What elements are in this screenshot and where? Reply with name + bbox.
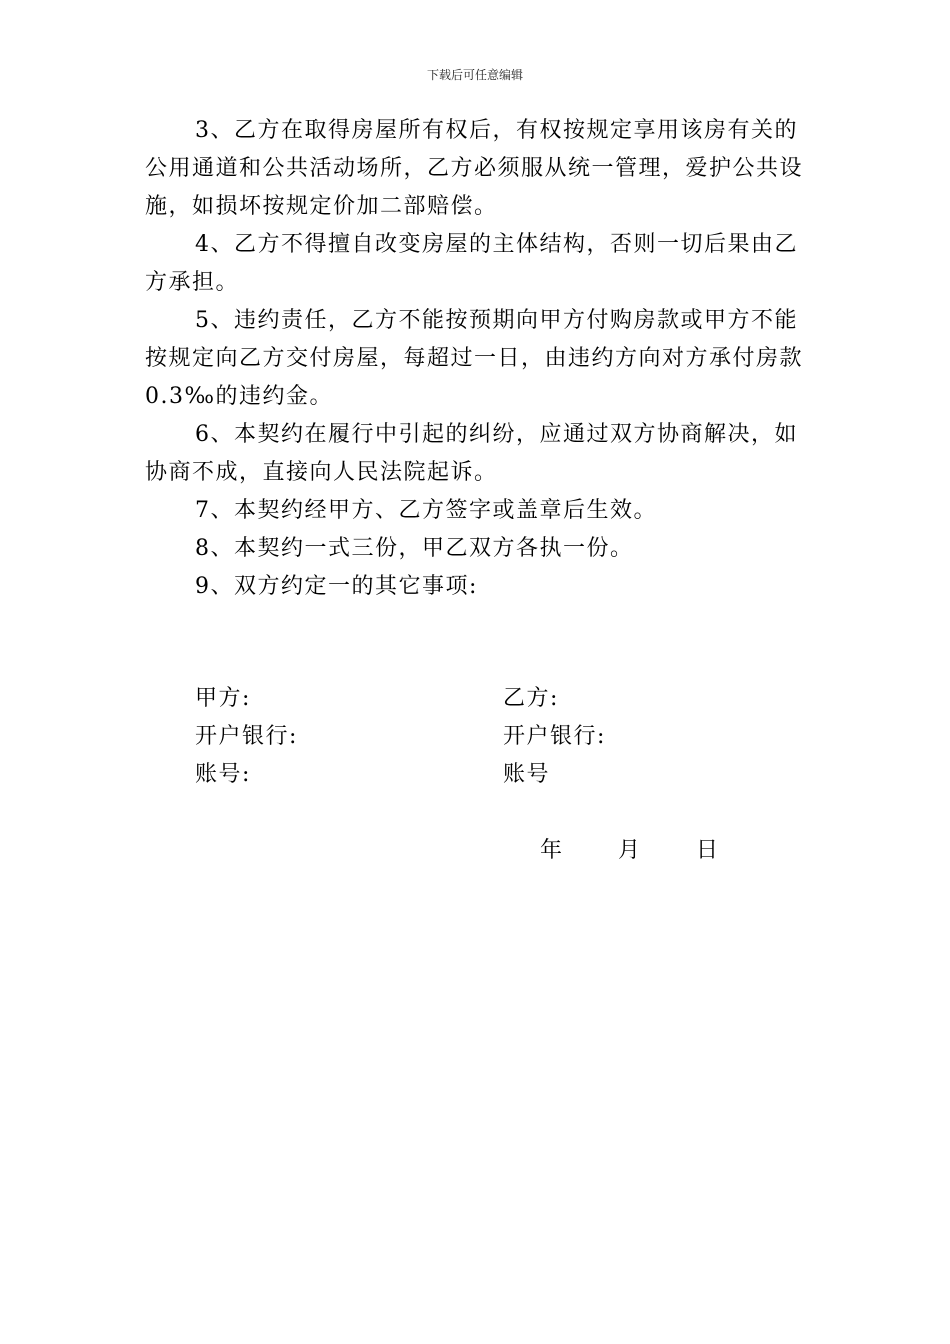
date-month: 月: [618, 838, 641, 863]
date-gap: [562, 832, 618, 870]
signature-block: [195, 680, 755, 794]
clause-3: 3、乙方在取得房屋所有权后，有权按规定享用该房有关的公用通道和公共活动场所，乙方必须服从统一管理，爱护公共设施，如损坏按规定价加二部赔偿。: [145, 118, 804, 219]
party-b-label: 乙方:: [503, 686, 559, 711]
party-a-account-label: 账号:: [195, 762, 251, 787]
clause-9: 9、双方约定一的其它事项:: [195, 574, 478, 599]
bank-row: [195, 718, 755, 756]
date-gap: [640, 832, 696, 870]
clause-6: 6、本契约在履行中引起的纠纷，应通过双方协商解决，如协商不成，直接向人民法院起诉。: [145, 422, 798, 485]
header-note: 下载后可任意编辑: [426, 68, 523, 82]
date-day: 日: [696, 838, 719, 863]
clause-8: 8、本契约一式三份，甲乙双方各执一份。: [195, 536, 634, 561]
party-a-bank-label: 开户银行:: [195, 724, 298, 749]
contract-body: [145, 112, 815, 606]
clause-7: 7、本契约经甲方、乙方签字或盖章后生效。: [195, 498, 657, 523]
date-line: [540, 832, 718, 870]
party-a-label: 甲方:: [195, 686, 251, 711]
party-b-bank-label: 开户银行:: [503, 724, 606, 749]
clause-5: 5、违约责任，乙方不能按预期向甲方付购房款或甲方不能按规定向乙方交付房屋，每超过一日，由违约方向对方承付房款 0.3‰的违约金。: [145, 308, 804, 409]
account-row: [195, 756, 755, 794]
date-year: 年: [540, 838, 563, 863]
party-row: [195, 680, 755, 718]
party-b-account-label: 账号: [503, 762, 551, 787]
clause-4: 4、乙方不得擅自改变房屋的主体结构，否则一切后果由乙方承担。: [145, 232, 798, 295]
